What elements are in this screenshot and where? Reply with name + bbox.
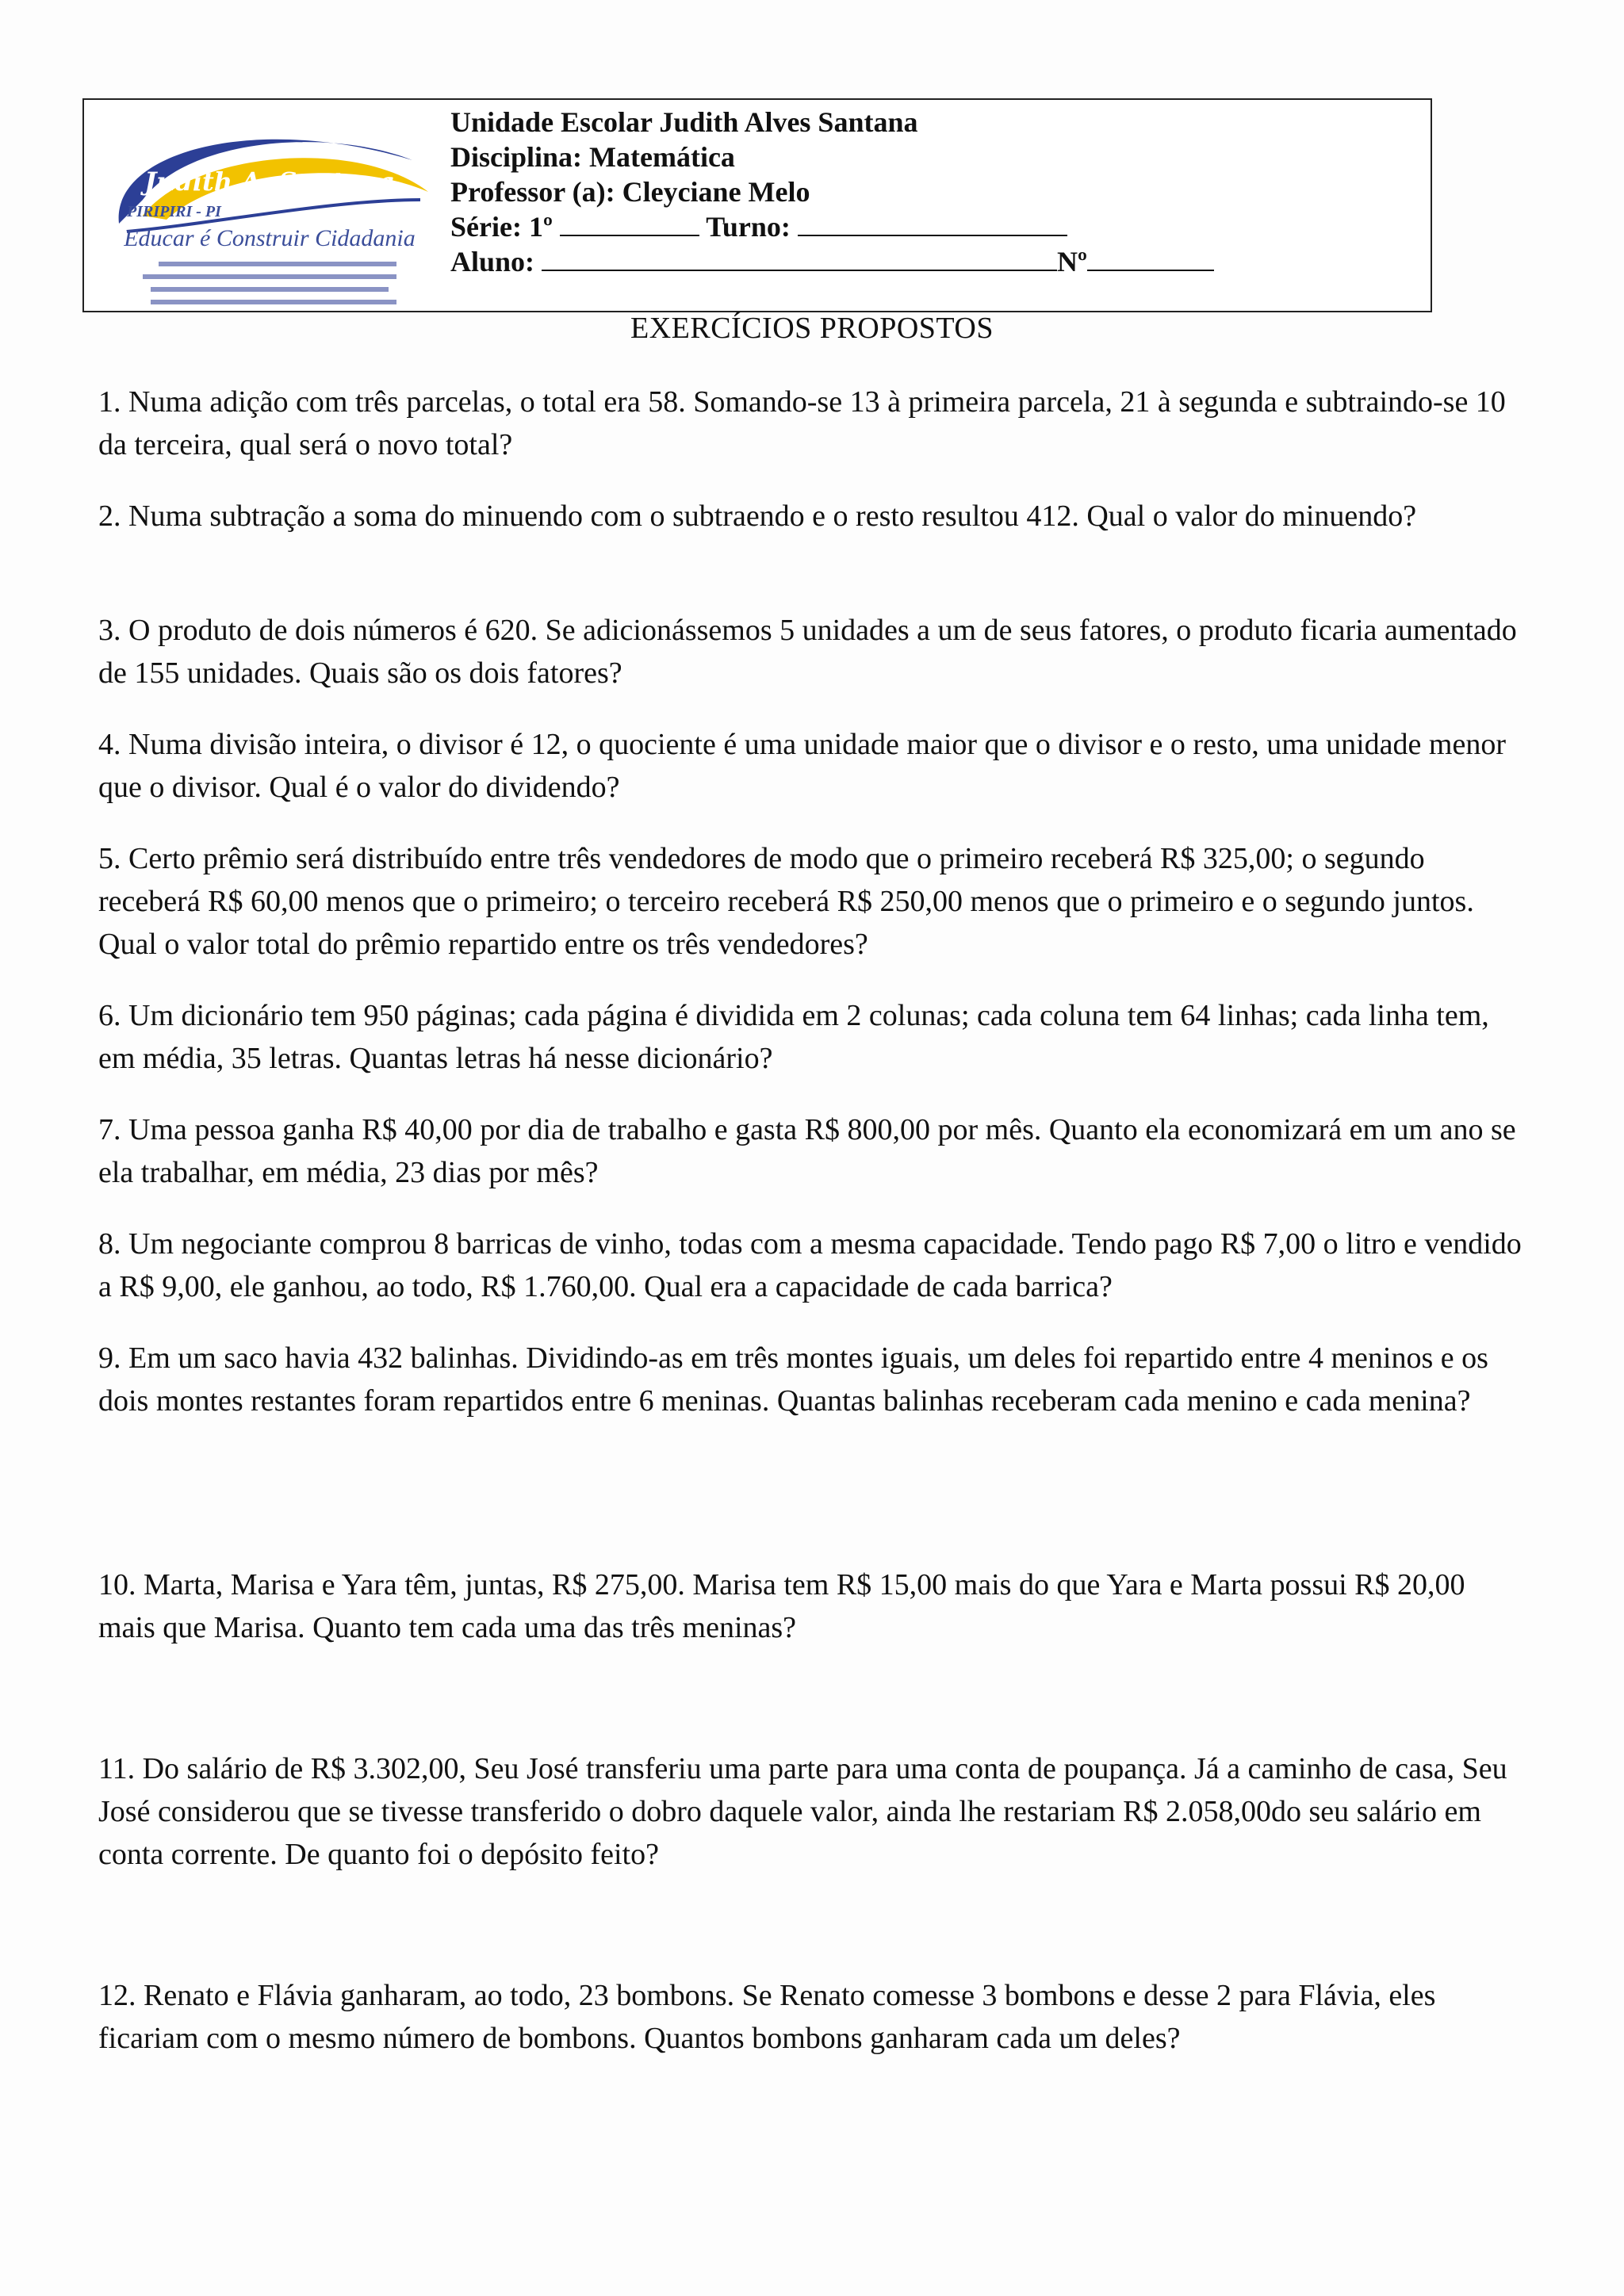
header-box xyxy=(82,98,1432,312)
student-label: Aluno: xyxy=(450,246,535,277)
question-5: 5. Certo prêmio será distribuído entre três vendedores de modo que o primeiro receberá R$ 325,00; o segundo receberá R$ 60,00 menos que o primeiro; o terceiro receberá R$ 250,00 menos que o primeiro e o segundo juntos. Qual o valor total do prêmio repartido entre os três vendedores? xyxy=(98,842,1474,961)
series-shift-row xyxy=(450,209,1214,244)
student-number-field[interactable] xyxy=(1087,246,1214,271)
school-logo xyxy=(95,105,444,309)
logo-contact-lines-icon xyxy=(95,255,444,311)
question-3: 3. O produto de dois números é 620. Se adicionássemos 5 unidades a um de seus fatores, o produto ficaria aumentado de 155 unidades. Quais são os dois fatores? xyxy=(98,614,1517,690)
question-7: 7. Uma pessoa ganha R$ 40,00 por dia de trabalho e gasta R$ 800,00 por mês. Quanto ela economizará em um ano se ela trabalhar, em média, 23 dias por mês? xyxy=(98,1113,1516,1189)
student-row xyxy=(450,244,1214,279)
student-name-field[interactable] xyxy=(542,246,1057,271)
question-11: 11. Do salário de R$ 3.302,00, Seu José transferiu uma parte para uma conta de poupança. Já a caminho de casa, Seu José considerou que se tivesse transferido o dobro daquele valor, ainda lhe restariam R$ 2.058,00do seu salário em conta corrente. De quanto foi o depósito feito? xyxy=(98,1752,1507,1871)
question-4: 4. Numa divisão inteira, o divisor é 12, o quociente é uma unidade maior que o divisor e o resto, uma unidade menor que o divisor. Qual é o valor do dividendo? xyxy=(98,728,1506,804)
page-title: EXERCÍCIOS PROPOSTOS xyxy=(630,312,994,345)
series-field[interactable] xyxy=(560,211,699,236)
shift-label: Turno: xyxy=(706,211,791,243)
school-name: Unidade Escolar Judith Alves Santana xyxy=(450,106,918,138)
header-info xyxy=(450,105,1214,279)
question-9: 9. Em um saco havia 432 balinhas. Dividindo-as em três montes iguais, um deles foi repartido entre 4 meninos e os dois montes restantes foram repartidos entre 6 meninas. Quantas balinhas receberam cada menino e cada menina? xyxy=(98,1341,1488,1418)
series-label: Série: 1º xyxy=(450,211,553,243)
number-label: Nº xyxy=(1057,246,1087,277)
teacher: Professor (a): Cleyciane Melo xyxy=(450,176,810,208)
discipline: Disciplina: Matemática xyxy=(450,141,735,173)
question-12: 12. Renato e Flávia ganharam, ao todo, 23 bombons. Se Renato comesse 3 bombons e desse 2 para Flávia, eles ficariam com o mesmo número de bombons. Quantos bombons ganharam cada um deles? xyxy=(98,1979,1436,2055)
shift-field[interactable] xyxy=(798,211,1067,236)
logo-slogan: Educar é Construir Cidadania xyxy=(124,225,416,251)
question-8: 8. Um negociante comprou 8 barricas de vinho, todas com a mesma capacidade. Tendo pago R$ 7,00 o litro e vendido a R$ 9,00, ele ganhou, ao todo, R$ 1.760,00. Qual era a capacidade de cada barrica? xyxy=(98,1227,1522,1303)
logo-brand: Judith A. Santana xyxy=(144,166,395,197)
question-1: 1. Numa adição com três parcelas, o total era 58. Somando-se 13 à primeira parcela, 21 à segunda e subtraindo-se 10 da terceira, qual será o novo total? xyxy=(98,385,1506,461)
question-6: 6. Um dicionário tem 950 páginas; cada página é dividida em 2 colunas; cada coluna tem 64 linhas; cada linha tem, em média, 35 letras. Quantas letras há nesse dicionário? xyxy=(98,999,1489,1075)
question-2: 2. Numa subtração a soma do minuendo com o subtraendo e o resto resultou 412. Qual o valor do minuendo? xyxy=(98,499,1417,533)
logo-city: PIRIPIRI - PI xyxy=(127,203,221,220)
question-10: 10. Marta, Marisa e Yara têm, juntas, R$ 275,00. Marisa tem R$ 15,00 mais do que Yara e Marta possui R$ 20,00 mais que Marisa. Quanto tem cada uma das três meninas? xyxy=(98,1568,1465,1644)
